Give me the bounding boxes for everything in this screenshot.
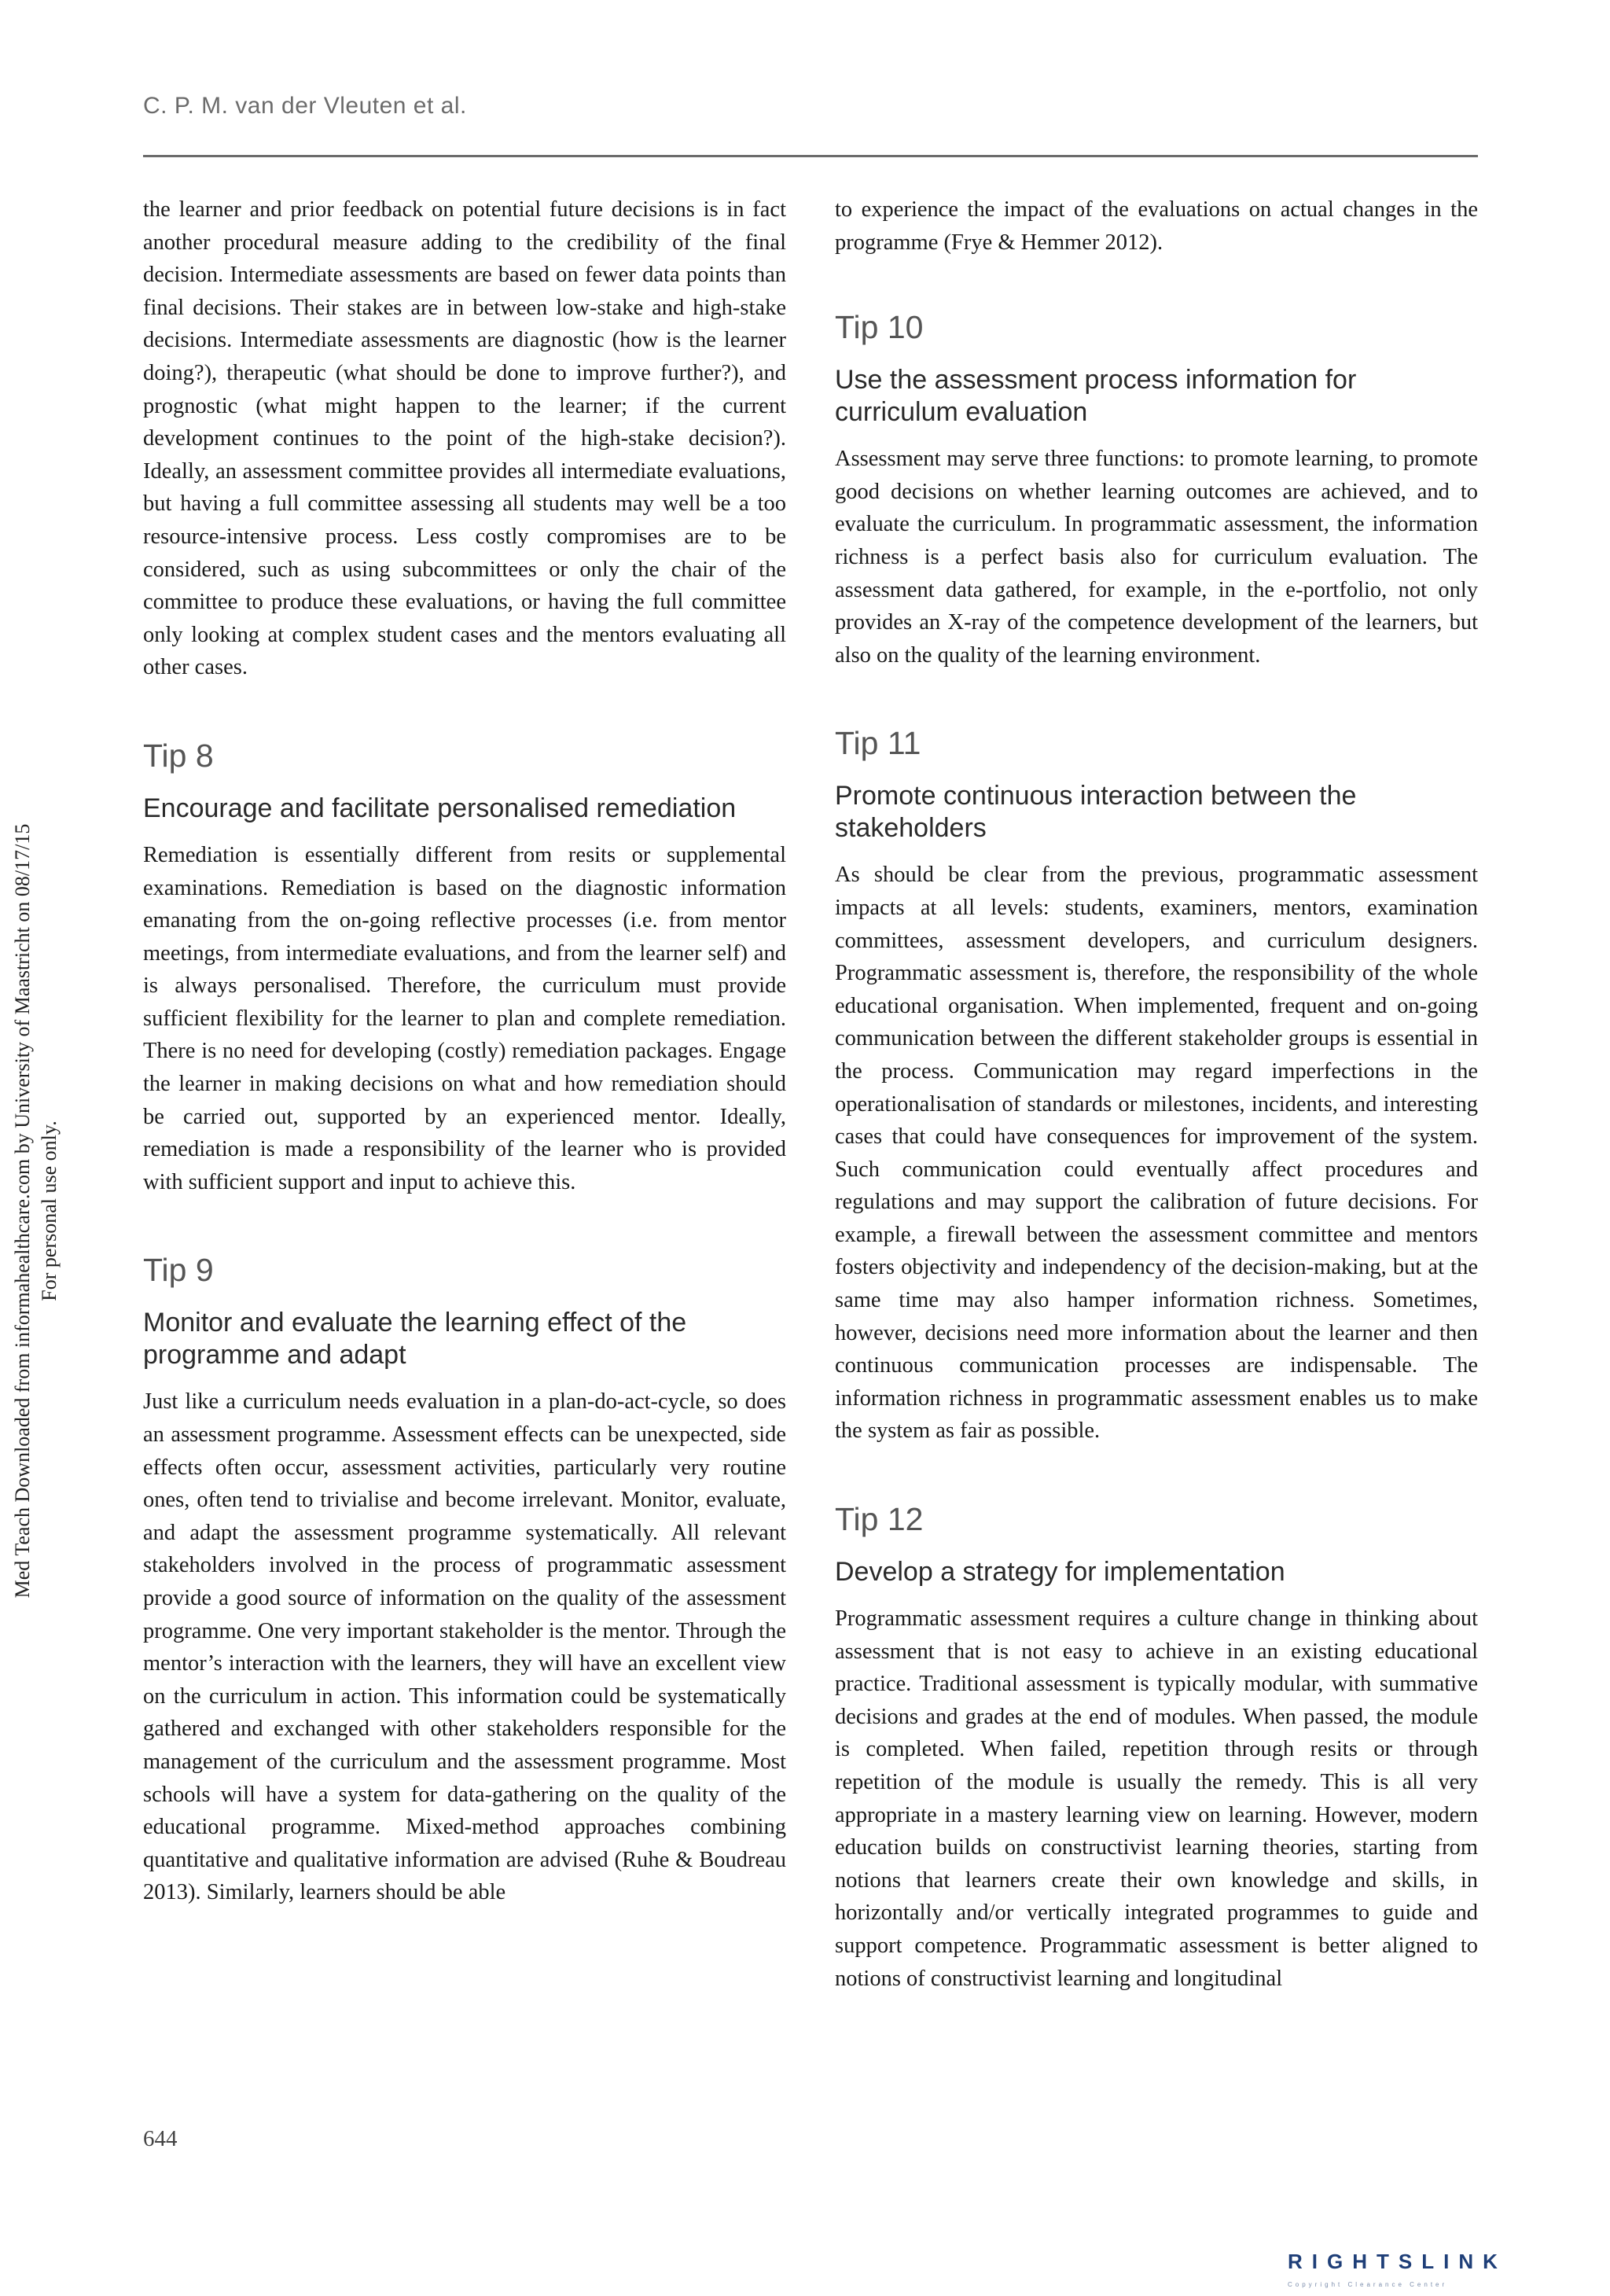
running-header: C. P. M. van der Vleuten et al.	[143, 93, 467, 119]
tip-11-subtitle: Promote continuous interaction between the stakeholders	[835, 781, 1357, 844]
paragraph-continued: the learner and prior feedback on potential future decisions is in fact another procedural measure adding to the credibility of the final decision. Intermediate assessments are based on fewer data points than final decisions. Their stakes are in between low-stake and high-stake decisions. Intermediate assessments are diagnostic (how is the learner doing?), therapeutic (what should be done to improve further?), and prognostic (what might happen to the learner; if the current development continues to the point of the high-stake decision?). Ideally, an assessment committee provides all intermediate evaluations, but having a full committee assessing all students may well be a too resource-intensive process. Less costly compromises are to be considered, such as using subcommittees or only the chair of the committee to produce these evaluations, or having the full committee only looking at complex student cases and the mentors evaluating all other cases.	[143, 197, 786, 680]
tip-10-heading: Tip 10	[835, 309, 924, 346]
download-notice-line2: For personal use only.	[38, 1120, 61, 1301]
tip-12-heading: Tip 12	[835, 1501, 924, 1538]
tip-8-subtitle: Encourage and facilitate personalised remediation	[143, 793, 737, 823]
tip-10-subtitle: Use the assessment process information for curriculum evaluation	[835, 365, 1357, 428]
tip-12-text: Programmatic assessment requires a culture change in thinking about assessment that is not easy to achieve in an existing educational practice. Traditional assessment is typically modular, with summative decisions and grades at the end of modules. When passed, the module is completed. When failed, repetition through resits or through repetition of the module is usually the remedy. This is all very appropriate in a mastery learning view on learning. However, modern education builds on constructivist learning theories, starting from notions that learners create their own knowledge and skills, in horizontally and/or vertically integrated programmes to guide and support competence. Programmatic assessment is better aligned to notions of constructivist learning and longitudinal	[835, 1606, 1478, 1991]
tip-8-text: Remediation is essentially different from resits or supplemental examinations. Remediation is based on the diagnostic information emanating from the on-going reflective processes (i.e. from mentor meetings, from intermediate evaluations, and from the learner self) and is always personalised. Therefore, the curriculum must provide sufficient flexibility for the learner to plan and complete remediation. There is no need for developing (costly) remediation packages. Engage the learner in making decisions on what and how remediation should be carried out, supported by an experienced mentor. Ideally, remediation is made a responsibility of the learner who is provided with sufficient support and input to achieve this.	[143, 842, 786, 1194]
rightslink-logo-tagline: Copyright Clearance Center	[1288, 2281, 1448, 2288]
tip-10-text: Assessment may serve three functions: to promote learning, to promote good decisions on whether learning outcomes are achieved, and to evaluate the curriculum. In programmatic assessment, the information richness is a perfect basis also for curriculum evaluation. The assessment data gathered, for example, in the e-portfolio, not only provides an X-ray of the competence development of the learners, but also on the quality of the learning environment.	[835, 447, 1478, 668]
rightslink-logo-text: RIGHTSLINK	[1288, 2250, 1507, 2273]
left-column	[143, 193, 786, 1909]
header-rule	[143, 155, 1478, 157]
tip-12-subtitle: Develop a strategy for implementation	[835, 1557, 1285, 1588]
tip-11-heading: Tip 11	[835, 725, 921, 762]
tip-9-text: Just like a curriculum needs evaluation in a plan-do-act-cycle, so does an assessment programme. Assessment effects can be unexpected, side effects often occur, assessment activities, particularly very routine ones, often tend to trivialise and become irrelevant. Monitor, evaluate, and adapt the assessment programme systematically. All relevant stakeholders involved in the process of programmatic assessment provide a good source of information on the quality of the assessment programme. One very important stakeholder is the mentor. Through the mentor’s interaction with the learners, they will have an excellent view on the curriculum in action. This information could be systematically gathered and exchanged with other stakeholders responsible for the management of the curriculum and the assessment programme. Most schools will have a system for data-gathering on the quality of the educational programme. Mixed-method approaches combining quantitative and qualitative information are advised (Ruhe & Boudreau 2013). Similarly, learners should be able	[143, 1389, 786, 1905]
rightslink-logo	[1288, 2250, 1507, 2288]
right-column	[835, 193, 1478, 1995]
tip-11-text: As should be clear from the previous, programmatic assessment impacts at all levels: students, examiners, mentors, examination committees, assessment developers, and curriculum designers. Programmatic assessment is, therefore, the responsibility of the whole educational organisation. When implemented, frequent and on-going communication between the different stakeholder groups is essential in the process. Communication may regard imperfections in the operationalisation of standards or milestones, incidents, and interesting cases that could have consequences for improvement of the system. Such communication could eventually affect procedures and regulations and may support the calibration of future decisions. For example, a firewall between the assessment committee and mentors fosters objectivity and independency of the decision-making, but at the same time may also hamper information richness. Sometimes, however, decisions need more information about the learner and then continuous communication processes are indispensable. The information richness in programmatic assessment enables us to make the system as fair as possible.	[835, 863, 1478, 1444]
tip-9-heading: Tip 9	[143, 1252, 214, 1289]
paragraph-continued-right: to experience the impact of the evaluations on actual changes in the programme (Frye & Hemmer 2012).	[835, 197, 1478, 255]
download-notice	[9, 778, 72, 1643]
download-notice-line1: Med Teach Downloaded from informahealthcare.com by University of Maastricht on 08/17/15	[11, 823, 34, 1599]
page-number: 644	[143, 2126, 178, 2151]
tip-9-subtitle: Monitor and evaluate the learning effect of the programme and adapt	[143, 1308, 687, 1371]
tip-8-heading: Tip 8	[143, 737, 214, 774]
